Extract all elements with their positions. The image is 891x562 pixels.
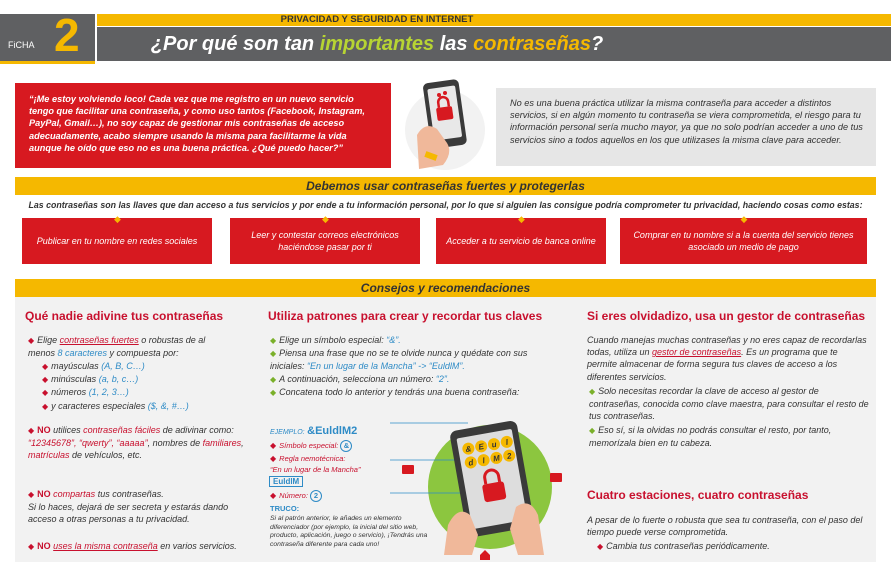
col1-bullet-share: ◆ NO compartas tus contraseñas. Si lo haces, dejará de ser secreta y estarás dando acceso a otras personas a tu privacidad. (28, 489, 229, 525)
example-password: &EuldlM2 (307, 425, 358, 437)
rule-label: ◆ Regla nemotécnica: (270, 454, 346, 463)
col3-paragraph-2: A pesar de lo fuerte o robusta que sea tu contraseña, con el paso del tiempo puede verse comprometida. (587, 515, 863, 538)
ficha-number: 2 (54, 9, 80, 61)
col3-paragraph: Cuando manejas muchas contraseñas y no eres capaz de recordarlas todas, utiliza un gestor de contraseñas. Es un programa que te permite almacenar de forma segura tus claves de acceso a los diferentes servicios. (587, 335, 867, 382)
answer-box (496, 88, 876, 166)
key-label: u (490, 439, 498, 450)
header-subtitle: PRIVACIDAD Y SEGURIDAD EN INTERNET (280, 14, 474, 25)
title-text-1: ¿Por qué son tan (150, 33, 320, 55)
key-label: l (481, 456, 486, 466)
key-label: & (464, 444, 473, 455)
col1-bullet-strong: ◆ Elige contraseñas fuertes o robustas de al menos 8 caracteres y compuesta por: (28, 335, 206, 359)
same-password-link: uses la misma contraseña (53, 541, 158, 551)
risk-item (620, 214, 867, 264)
risk-item (436, 214, 606, 264)
title-text-2: las (434, 33, 474, 55)
risk-item (22, 214, 212, 264)
title-text-3: ? (590, 33, 604, 55)
page-title (97, 27, 657, 61)
list-item: ◆ Piensa una frase que no se te olvide nunca y quédate con sus iniciales: “En un lugar de la Mancha” -> “EuldlM”. (270, 348, 528, 372)
trick-text: Si al patrón anterior, le añades un elemento diferenciador (por ejemplo, la inicial del sitio web, producto, aplicación, juego o servicio), ¡Tendrás una contraseña diferente para cada uno! (270, 515, 428, 548)
symbol-label: ◆ Símbolo especial: & (270, 440, 352, 452)
diamond-icon: ◆ (740, 214, 748, 224)
strong-intro-text: Las contraseñas son las llaves que dan acceso a tus servicios y por ende a tu información personal, por lo que si alguien las consigue podría comprometer tu privacidad, haciendo cosas como estas: (28, 200, 863, 210)
col2-title: Utiliza patrones para crear y recordar tus claves (268, 309, 543, 323)
col3-bullet-change: ◆ Cambia tus contraseñas periódicamente. (597, 541, 770, 551)
col1-title: Qué nadie adivine tus contraseñas (25, 309, 224, 323)
diamond-icon: ◆ (518, 214, 525, 224)
ficha-label: FiCHA (8, 40, 35, 50)
password-manager-link: gestor de contraseñas (652, 347, 742, 358)
diamond-icon: ◆ (28, 336, 35, 345)
symbol-badge: & (340, 440, 352, 452)
strong-passwords-link: contraseñas fuertes (59, 335, 139, 345)
col1-bullet-easy: ◆ NO utilices contraseñas fáciles de adivinar como: “12345678”, “qwerty”, “aaaaa”, nombres de familiares, matrículas de vehículos, etc. (28, 425, 244, 461)
rule-value: EuldlM (269, 476, 303, 487)
list-item: ◆ mayúsculas (A, B, C…) (42, 361, 145, 371)
key-label: E (477, 441, 485, 452)
diamond-icon: ◆ (322, 214, 329, 224)
key-label: M (492, 453, 501, 464)
col1-sublist (42, 360, 232, 413)
user-question-text: “¡Me estoy volviendo loco! Cada vez que me registro en un nuevo servicio tengo que facilitar una contraseña, y como uso tantos (Facebook, Instagram, PayPal, Gmail…), no soy capaz de gestionar mis contraseñas de acceso adecuadamente, acabo siempre usando la misma para facilitarme la vida aunque he oído que eso no es una buena práctica. ¿Qué puedo hacer?” (29, 94, 365, 153)
number-badge: 2 (310, 490, 322, 502)
list-item: ◆ Solo necesitas recordar la clave de acceso al gestor de contraseñas, conocida como clave maestra, para consultar el resto de tus contraseñas. (589, 386, 869, 422)
list-item: ◆ minúsculas (a, b, c…) (42, 374, 139, 385)
title-highlight-1: importantes (319, 33, 435, 55)
risk-text: Leer y contestar correos electrónicos haciéndose pasar por ti (251, 230, 399, 252)
risk-text: Publicar en tu nombre en redes sociales (36, 236, 198, 246)
section-heading-tips: Consejos y recomendaciones (15, 279, 876, 297)
title-highlight-2: contraseñas (473, 33, 591, 55)
key-label: d (467, 458, 475, 468)
risk-text: Comprar en tu nombre si a la cuenta del servicio tienes asociado un medio de pago (633, 230, 854, 252)
risk-text: Acceder a tu servicio de banca online (446, 236, 596, 246)
ficha-badge (0, 14, 95, 61)
ficha-accent-bar (0, 61, 95, 64)
section-heading-strong: Debemos usar contraseñas fuertes y protegerlas (15, 177, 876, 195)
col3-bullets (589, 385, 869, 449)
list-item: ◆ números (1, 2, 3…) (42, 387, 129, 398)
number-label: ◆ Número: 2 (270, 490, 322, 502)
phone-lock-illustration (395, 75, 495, 175)
example-line: EJEMPLO: &EuldlM2 (270, 425, 358, 437)
col3-title: Si eres olvidadizo, usa un gestor de contraseñas (587, 309, 866, 323)
col2-steps (270, 334, 535, 399)
list-item: ◆ Eso sí, si la olvidas no podrás consultar el resto, por tanto, memorízala bien en tu cabeza. (589, 424, 832, 448)
key-label: 2 (506, 451, 513, 461)
trick-title: TRUCO: (270, 504, 300, 513)
col1-bullet-reuse: ◆ NO uses la misma contraseña en varios servicios. (28, 541, 237, 551)
rule-phrase: “En un lugar de la Mancha” (270, 465, 361, 474)
diamond-icon: ◆ (114, 214, 121, 224)
list-item: ◆ Concatena todo lo anterior y tendrás una buena contraseña: (270, 386, 520, 397)
list-item: ◆ y caracteres especiales ($, &, #…) (42, 400, 189, 411)
list-item: ◆ Elige un símbolo especial: “&”. (270, 335, 401, 345)
risk-item (230, 214, 420, 264)
user-question-box (15, 83, 391, 168)
answer-text: No es una buena práctica utilizar la misma contraseña para acceder a distintos servicios, si en algún momento tu contraseña se viera comprometida, el riesgo para tu información personal sería mucho mayor, ya que no solo podrían acceder a uno de tus servicios sino a todos aquellos en los que utilizases la misma clave para acceder. (510, 98, 863, 145)
key-label: l (504, 437, 509, 447)
col3-title-2: Cuatro estaciones, cuatro contraseñas (587, 488, 809, 502)
list-item: ◆ A continuación, selecciona un número: “2”. (270, 373, 450, 384)
phone-keyboard-illustration (390, 405, 575, 560)
